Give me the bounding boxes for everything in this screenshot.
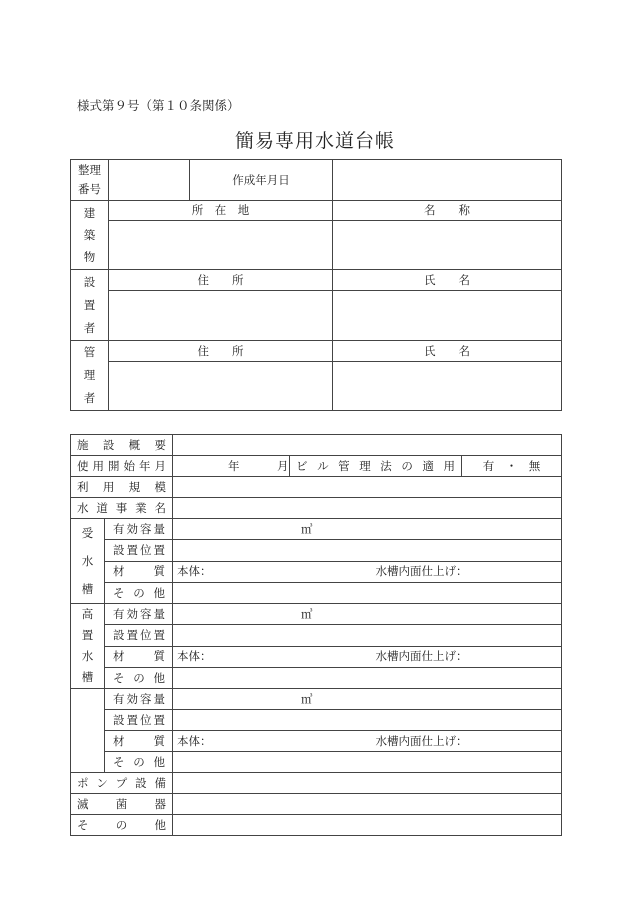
kenchikubutsu-label-text: 建築物 [83, 206, 96, 264]
juusui-zaishitsu-label: 材 質 [105, 561, 173, 582]
riyo-kibo-label: 利用規模 [71, 477, 173, 498]
kouchi-sonota-label: その他 [105, 667, 173, 688]
juusui-m3-unit: ㎥ [301, 521, 313, 536]
kenchikubutsu-name-field[interactable] [333, 221, 562, 270]
kouchi-sonota-field[interactable] [173, 667, 562, 688]
kouchi-yuko-yoryo-label: 有効容量 [105, 604, 173, 625]
kenchikubutsu-label [71, 201, 109, 270]
extra-wall-finish-label: 水槽内面仕上げ： [375, 733, 468, 748]
juusui-zaishitsu-field[interactable] [173, 561, 562, 582]
registry-header-table [70, 159, 562, 411]
mekkin-label: 滅菌器 [71, 794, 173, 815]
juusui-tank-label [71, 519, 105, 604]
juusui-secchi-ichi-field[interactable] [173, 540, 562, 561]
kouchi-hontai-label: 本体： [177, 649, 212, 664]
extra-yuko-yoryo-label: 有効容量 [105, 689, 173, 710]
kouchi-secchi-ichi-field[interactable] [173, 625, 562, 646]
extra-zaishitsu-field[interactable] [173, 731, 562, 752]
juusui-yuko-yoryo-field[interactable] [173, 519, 562, 540]
mekkin-field[interactable] [173, 794, 562, 815]
kanrisha-address-header: 住 所 [109, 341, 333, 362]
juusui-sonota-label: その他 [105, 582, 173, 603]
kouchi-zaishitsu-label: 材 質 [105, 646, 173, 667]
building-law-label: ビル管理法の適用 [290, 456, 462, 477]
document-title: 簡易専用水道台帳 [234, 130, 395, 152]
shiyo-kaishi-label: 使用開始年月 [71, 456, 173, 477]
secchisha-address-header: 住 所 [109, 270, 333, 291]
pump-field[interactable] [173, 773, 562, 794]
extra-sonota-field[interactable] [173, 752, 562, 773]
pump-label: ポンプ設備 [71, 773, 173, 794]
secchisha-label-text: 設置者 [83, 274, 96, 335]
extra-hontai-label: 本体： [177, 733, 212, 748]
facility-table [70, 434, 562, 836]
yes-no-option[interactable]: 有 ・ 無 [462, 456, 562, 477]
year-label: 年 [228, 459, 240, 473]
juusui-secchi-ichi-label: 設置位置 [105, 540, 173, 561]
kanrisha-label [71, 341, 109, 411]
month-label: 月 [277, 459, 289, 473]
kouchi-secchi-ichi-label: 設置位置 [105, 625, 173, 646]
kouchi-zaishitsu-field[interactable] [173, 646, 562, 667]
kenchikubutsu-location-header: 所 在 地 [109, 201, 333, 221]
secchisha-address-field[interactable] [109, 291, 333, 341]
seiri-bango-label: 整理 番号 [71, 160, 109, 201]
kouchi-tank-label-text: 高置水槽 [81, 607, 94, 684]
juusui-sonota-field[interactable] [173, 582, 562, 603]
suido-jigyo-field[interactable] [173, 498, 562, 519]
extra-m3-unit: ㎥ [301, 691, 313, 706]
extra-tank-label-field[interactable] [71, 689, 105, 773]
riyo-kibo-field[interactable] [173, 477, 562, 498]
kouchi-wall-finish-label: 水槽内面仕上げ： [375, 649, 468, 664]
secchisha-label [71, 270, 109, 341]
kanrisha-name-header: 氏 名 [333, 341, 562, 362]
kanrisha-label-text: 管理者 [83, 345, 96, 405]
sakusei-date-field[interactable] [333, 160, 562, 201]
juusui-hontai-label: 本体： [177, 564, 212, 579]
shiyo-kaishi-field[interactable] [173, 456, 290, 477]
suido-jigyo-label: 水道事業名 [71, 498, 173, 519]
seiri-bango-field[interactable] [109, 160, 190, 201]
kouchi-yuko-yoryo-field[interactable] [173, 604, 562, 625]
extra-zaishitsu-label: 材 質 [105, 731, 173, 752]
sakusei-date-label: 作成年月日 [190, 160, 333, 201]
extra-secchi-ichi-field[interactable] [173, 710, 562, 731]
extra-secchi-ichi-label: 設置位置 [105, 710, 173, 731]
extra-yuko-yoryo-field[interactable] [173, 689, 562, 710]
shisetsu-gaiyo-field[interactable] [173, 435, 562, 456]
kenchikubutsu-location-field[interactable] [109, 221, 333, 270]
other-last-field[interactable] [173, 815, 562, 836]
juusui-tank-label-text: 受水槽 [81, 526, 94, 596]
shisetsu-gaiyo-label: 施設概要 [71, 435, 173, 456]
juusui-wall-finish-label: 水槽内面仕上げ： [375, 564, 468, 579]
kouchi-tank-label [71, 604, 105, 689]
juusui-yuko-yoryo-label: 有効容量 [105, 519, 173, 540]
other-last-label: そ の 他 [71, 815, 173, 836]
secchisha-name-header: 氏 名 [333, 270, 562, 291]
secchisha-name-field[interactable] [333, 291, 562, 341]
kouchi-m3-unit: ㎥ [301, 606, 313, 621]
extra-sonota-label: その他 [105, 752, 173, 773]
kanrisha-name-field[interactable] [333, 362, 562, 411]
kenchikubutsu-name-header: 名 称 [333, 201, 562, 221]
kanrisha-address-field[interactable] [109, 362, 333, 411]
form-number: 様式第９号（第１０条関係） [77, 98, 240, 113]
